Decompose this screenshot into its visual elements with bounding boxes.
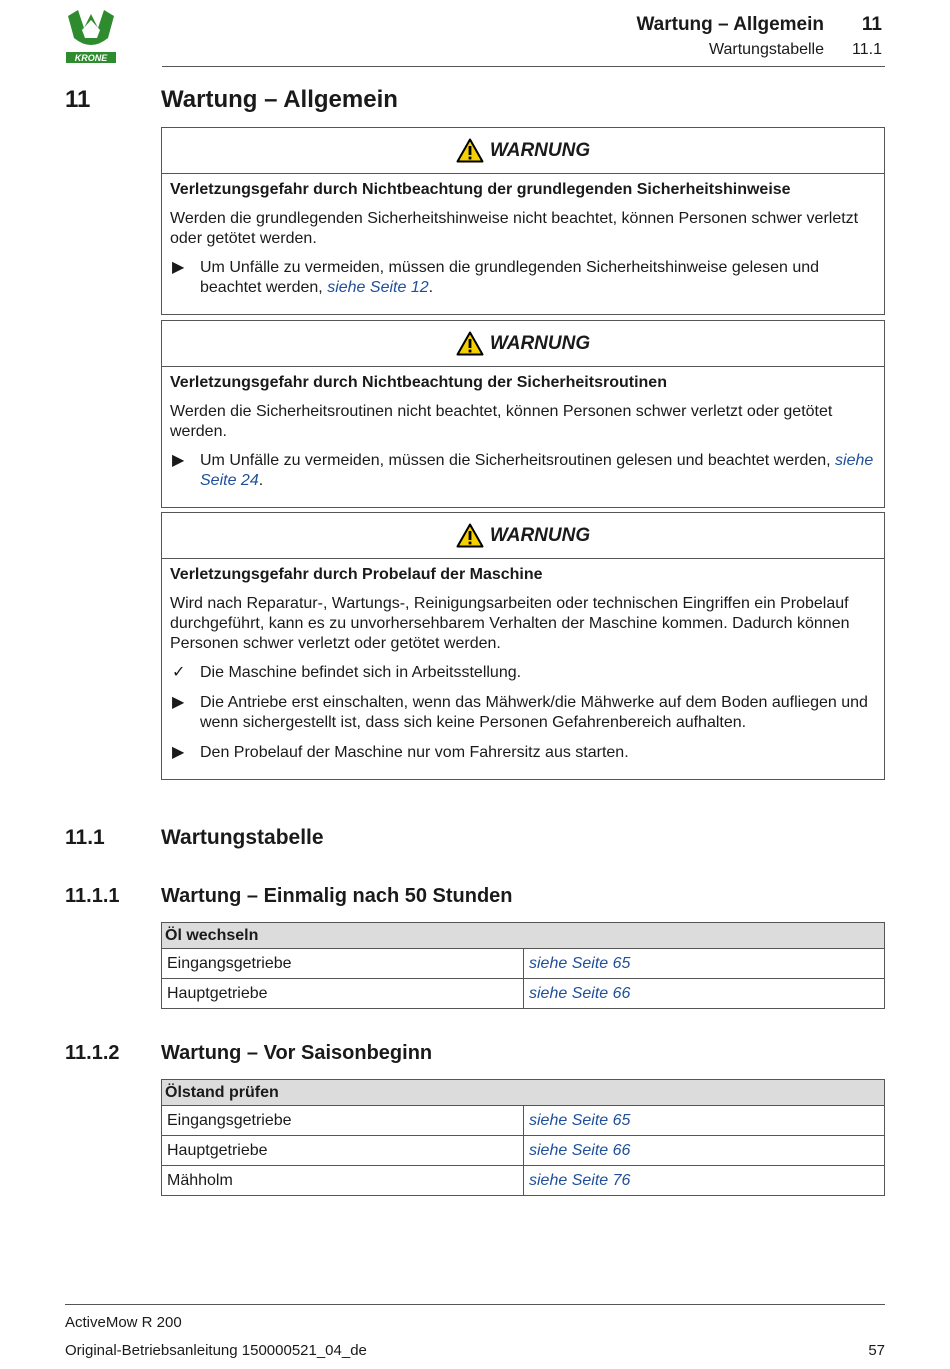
section-title: Wartungstabelle [161,826,324,849]
warning-header [162,321,884,367]
instruction-step: ▶ Um Unfälle zu vermeiden, müssen die Sicherheitsroutinen gelesen und beachtet werden, siehe Seite 24. [172,452,874,489]
arrow-right-icon: ▶ [172,452,185,469]
table-cell-item: Mähholm [162,1166,524,1196]
page-link[interactable]: siehe Seite 65 [524,1106,885,1136]
warning-triangle-icon [456,138,484,163]
instruction-step: ▶ Um Unfälle zu vermeiden, müssen die grundlegenden Sicherheitshinweise gelesen und beachtet werden, siehe Seite 12. [172,259,820,296]
maintenance-table [161,922,885,1009]
warning-label: WARNUNG [489,524,591,546]
header-divider [162,66,885,67]
warning-box [161,320,885,508]
subsection-number: 11.1.1 [65,885,120,907]
table-cell-item: Hauptgetriebe [162,979,524,1009]
table-row [162,1136,885,1166]
table-row [162,1166,885,1196]
instruction-step: ▶ Den Probelauf der Maschine nur vom Fahrersitz aus starten. [172,744,629,761]
chapter-number: 11 [65,86,91,113]
page-link[interactable]: siehe Seite 12 [327,279,429,296]
warning-header [162,128,884,174]
page-link[interactable]: siehe Seite 66 [524,979,885,1009]
header-section-number: 11.1 [852,41,882,58]
header-section-title: Wartungstabelle [708,41,824,58]
warning-text: Werden die grundlegenden Sicherheitshinweise nicht beachtet, können Personen schwer verletzt oder getötet werden. [170,210,859,247]
table-row [162,1106,885,1136]
subsection-title: Wartung – Einmalig nach 50 Stunden [161,885,513,907]
footer-model: ActiveMow R 200 [65,1314,182,1331]
instruction-step: ▶ Die Antriebe erst einschalten, wenn das Mähwerk/die Mähwerke auf dem Boden aufliegen und wenn sichergestellt ist, dass sich keine Personen Gefahrenbereich aufhalten. [172,694,868,731]
chapter-title: Wartung – Allgemein [161,86,398,113]
header-chapter-title: Wartung – Allgemein [636,14,824,35]
page-link[interactable]: siehe Seite 65 [524,949,885,979]
warning-text: Werden die Sicherheitsroutinen nicht beachtet, können Personen schwer verletzt oder getötet werden. [170,403,833,440]
table-cell-item: Eingangsgetriebe [162,1106,524,1136]
warning-header [162,513,884,559]
warning-triangle-icon [456,523,484,548]
page-link[interactable]: siehe Seite 66 [524,1136,885,1166]
arrow-right-icon: ▶ [172,694,185,711]
page-link[interactable]: siehe Seite 76 [524,1166,885,1196]
warning-box [161,127,885,315]
section-number: 11.1 [65,826,105,849]
header-chapter-number: 11 [861,14,882,35]
table-cell-item: Hauptgetriebe [162,1136,524,1166]
table-cell-item: Eingangsgetriebe [162,949,524,979]
page-link[interactable]: siehe Seite 24 [200,452,874,489]
subsection-number: 11.1.2 [65,1042,120,1064]
warning-title: Verletzungsgefahr durch Nichtbeachtung der grundlegenden Sicherheitshinweise [170,181,791,198]
precondition: ✓ Die Maschine befindet sich in Arbeitsstellung. [172,664,522,681]
krone-logo [64,8,118,64]
warning-label: WARNUNG [489,332,591,354]
maintenance-table [161,1079,885,1196]
table-row [162,949,885,979]
table-header: Öl wechseln [162,923,885,949]
warning-title: Verletzungsgefahr durch Probelauf der Maschine [170,566,543,583]
warning-box [161,512,885,780]
subsection-title: Wartung – Vor Saisonbeginn [161,1042,433,1064]
warning-label: WARNUNG [489,139,591,161]
footer-document-id: Original-Betriebsanleitung 150000521_04_de [65,1342,367,1359]
arrow-right-icon: ▶ [172,744,185,761]
checkmark-icon: ✓ [172,664,186,681]
arrow-right-icon: ▶ [172,259,185,276]
warning-triangle-icon [456,331,484,356]
footer-divider [65,1304,885,1305]
warning-text: Wird nach Reparatur-, Wartungs-, Reinigungsarbeiten oder technischen Eingriffen ein Probelauf durchgeführt, kann es zu unvorhersehbarem Verhalten der Maschine kommen. Dadurch können Personen schwer verletzt oder getötet werden. [170,595,850,652]
svg-text:KRONE: KRONE [74,53,108,63]
table-row [162,979,885,1009]
page-number: 57 [868,1342,885,1359]
warning-title: Verletzungsgefahr durch Nichtbeachtung der Sicherheitsroutinen [170,374,667,391]
table-header: Ölstand prüfen [162,1080,885,1106]
